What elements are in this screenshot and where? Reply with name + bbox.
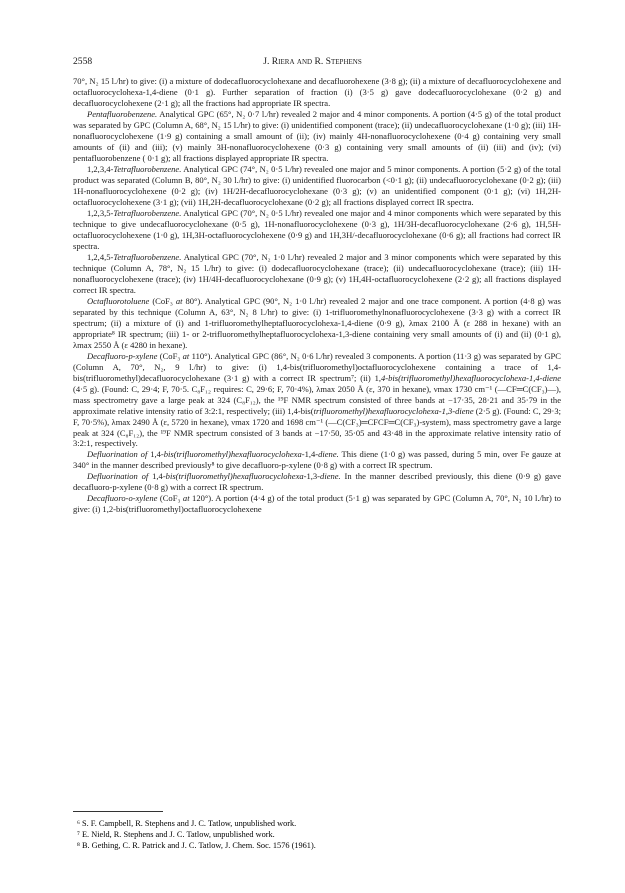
italic-text: Tetrafluorobenzene.: [113, 207, 182, 218]
text-run: 1,4-: [148, 471, 166, 482]
footnote-text: S. F. Campbell, R. Stephens and J. C. Tatlow, unpublished work.: [79, 819, 297, 828]
footnote-mark: ⁶: [77, 819, 80, 828]
text-run: (CoF₃: [157, 350, 183, 361]
italic-text: Defluorination of: [87, 449, 148, 460]
text-run: -1,3-: [303, 471, 321, 482]
text-run: Analytical GPC (74°, N₂ 0·5 l./hr) revealed one major and 5 minor components. A portion (5·2 g) of the total product was separated (Column B, 80°, N₂ 30 l./hr) to give: (i) unidentified fluorocarbon (<0·1 g); (ii) undecafluorocyclohexane (0·2 g); (iii) 1H-nonafluorocyclohexene (0·2 g); (iv) 1H/2H-decafluorocyclohexane (0·3 g); (v) an unidentified component (0·1 g); (vi) 1H,2H-octafluorocyclohexene (3·1 g); (vii) 1H,2H-decafluorocyclohexane (0·2 g); all fractions displayed correct IR spectra.: [73, 163, 561, 207]
paragraph: [73, 296, 561, 351]
paragraph: [73, 351, 561, 450]
italic-text: Decafluoro-p-xylene: [87, 350, 158, 361]
paragraph: [73, 449, 561, 471]
text-run: Analytical GPC (70°, N₂ 0·5 l./hr) revealed one major and 4 minor components which were separated by this technique to give undecafluorocyclohexane (0·5 g), 1H-nonafluorocyclohexene (0·3 g), 1H/3H-decafluorocyclohexane (2·6 g), 1H,5H-octafluorocyclohexene (1·0 g), 1H,3H-octafluorocyclohexene (0·9 g) and 1H,3H/-decafluorocyclohexane (0·6 g); all fractions had correct IR spectra.: [73, 207, 561, 251]
text-run: 70°, N₂ 15 l./hr) to give: (i) a mixture of dodecafluorocyclohexane and decafluorohexene (3·8 g); (ii) a mixture of decafluorocyclohexene and octafluorocyclohexa-1,4-diene (0·1 g). Further separation of fraction (i) (3·5 g) gave dodecafluorocyclohexane (0·2 g) and decafluorocyclohexene (2·1 g); all the fractions had appropriate IR spectra.: [73, 76, 561, 108]
text-run: In the manner described previously, this diene (0·9 g) gave decafluoro-p-xylene (0·8 g) with a correct IR spectrum.: [73, 471, 562, 493]
italic-text: Tetrafluorobenzene.: [113, 251, 182, 262]
italic-text: at: [175, 295, 183, 306]
text-run: 1,2,3,5-: [87, 207, 114, 218]
paragraph: [73, 252, 561, 296]
running-title: J. Riera and R. Stephens: [263, 56, 362, 67]
text-run: (2·5 g). (Found: C, 29·3; F, 70·5%), λmax 2490 Å (ε, 5720 in hexane), νmax 1720 and 1698 cm⁻¹ (—C(CF₃)═CFCF═C(CF₃)-system), mass spectrometry gave a large peak at 324 (C₈F₁₂), the ¹⁹F NMR spectrum consisted of 3 bands at −17·50, 35·05 and 43·48 in the approximate relative intensity ratio of 3:2:1, respectively.: [73, 405, 561, 449]
paragraph: [73, 109, 561, 164]
footnote-mark: ⁷: [77, 830, 80, 840]
italic-text: Tetrafluorobenzene.: [113, 163, 182, 174]
text-run: Analytical GPC (70°, N₂ 1·0 l./hr) revealed 2 major and 3 minor components which were separated by this technique (Column A, 78°, N₂ 15 l./hr) to give: (i) dodecafluorocyclohexane (trace); (ii) undecafluorocyclohexane (trace); (iii) 1H-nonafluorocyclohexene (trace); (iv) 1H/4H-decafluorocyclohexane (0·9 g); (v) 1H,4H-octafluorocyclohexene (2·2 g); all fractions displayed correct IR spectra.: [73, 251, 561, 295]
italic-text: Pentafluorobenzene.: [87, 108, 158, 119]
page-header: [73, 56, 561, 67]
paragraph: [73, 493, 561, 515]
italic-text: 4-bis(trifluoromethyl)hexafluorocyclohexa-1,4-diene: [381, 372, 561, 383]
text-run: 120°). A portion (4·4 g) of the total product (5·1 g) was separated by GPC (Column A, 70°, N₂ 10 l./hr) to give: (i) 1,2-bis(trifluoromethyl)octafluorocyclohexene: [73, 493, 561, 515]
footnote: [73, 818, 561, 829]
italic-text: diene.: [320, 471, 341, 482]
text-run: (CoF₃: [149, 295, 176, 306]
italic-text: at: [182, 350, 190, 361]
paragraph: [73, 471, 561, 493]
text-run: Analytical GPC (65°, N₂ 0·7 l./hr) revealed 2 major and 4 minor components. A portion (4·5 g) of the total product was separated by GPC (Column A, 68°, N₂ 15 l./hr) to give: (i) unidentified component (trace); (ii) undecafluorocyclohexane (1·0 g); (iii) 1H-nonafluorocyclohexene (1·9 g) containing a small amount of (ii); (iv) mainly 4H-nonafluorocyclohexene (0·4 g) containing very small amounts of (ii) and (iii); (v) mainly 3H-nonafluorocyclohexene (0·3 g) containing very small amounts of (ii) (iii) and (iv); (vi) pentafluorobenzene ( 0·1 g); all fractions displayed appropriate IR spectra.: [73, 108, 561, 163]
text-run: 1,4-: [147, 449, 164, 460]
page-number: 2558: [73, 56, 93, 67]
text-run: 1,2,4,5-: [87, 251, 114, 262]
text-run: This diene (1·0 g) was passed, during 5 min, over Fe gauze at 340° in the manner described previously⁸ to give decafluoro-p-xylene (0·8 g) with a correct IR spectrum.: [73, 449, 562, 471]
text-run: 110°). Analytical GPC (86°, N₂ 0·6 l./hr) revealed 3 components. A portion (11·3 g) was separated by GPC (Column A, 70°, N₂, 9 l./hr) to give: (i) 1,4-bis(trifluoromethyl)octafluorocyclohexene containing a trace of 1,4-bis(trifluoromethyl)decafluorocyclohexane (3·1 g) with a correct IR spectrum⁷; (ii) 1,: [73, 350, 561, 383]
footnote-text: B. Gething, C. R. Patrick and J. C. Tatlow, J. Chem. Soc. 1576 (1961).: [79, 841, 316, 851]
text-run: (4·5 g). (Found: C, 29·4; F, 70·5. C₈F₁₂ requires: C, 29·6; F, 70·4%), λmax 2050 Å (ε, 370 in hexane), νmax 1730 cm⁻¹ (—CF═C(CF₃)—), mass spectrometry gave a large peak at 324 (C₈F₁₂), the ¹⁹F NMR spectrum consisted of three bands at −17·35, 28·21 and 35·79 in the approximate relative intensity ratio of 3:2:1, respectively; (iii) 1,4-bis(: [73, 383, 561, 416]
text-run: 80°). Analytical GPC (90°, N₂ 1·0 l./hr) revealed 2 major and one trace component. A portion (4·8 g) was separated by this technique (Column A, 63°, N₂ 8 l./hr) to give: (i) 1-trifluoromethylnonafluorocyclohexene (3·3 g) with a correct IR spectrum; (ii) a mixture of (i) and 1-trifluoromethylheptafluorocyclohexa-1,4-diene (0·9 g), λmax 2100 Å (ε 288 in hexane) with an appropriate⁸ IR spectrum; (iii) 1- or 2-trifluoromethylheptafluorocyclohexa-1,3-diene containing very small amounts of (i) and (ii) (0·1 g), λmax 2550 Å (ε 4280 in hexane).: [73, 295, 561, 350]
article-body: [73, 76, 561, 515]
paragraph: [73, 76, 561, 109]
italic-text: Defluorination of: [87, 471, 149, 482]
italic-text: diene.: [318, 449, 339, 460]
footnote: [73, 840, 561, 851]
text-run: (CoF₃: [157, 493, 183, 504]
italic-text: Decafluoro-o-xylene: [87, 493, 158, 504]
footnote: [73, 829, 561, 840]
italic-text: Octafluorotoluene: [87, 295, 150, 306]
text-run: 1,2,3,4-: [87, 163, 114, 174]
footnote-text: E. Nield, R. Stephens and J. C. Tatlow, unpublished work.: [79, 830, 275, 840]
italic-text: bis(trifluoromethyl)hexafluorocyclohexa: [163, 449, 302, 460]
paragraph: [73, 164, 561, 208]
text-run: -1,4-: [301, 449, 319, 460]
paragraph: [73, 208, 561, 252]
footnotes: [73, 818, 561, 852]
footnote-rule: [73, 811, 163, 818]
italic-text: trifluoromethyl)hexafluorocyclohexa-1,3-diene: [313, 405, 474, 416]
italic-text: bis(trifluoromethyl)hexafluorocyclohexa: [165, 471, 304, 482]
italic-text: at: [182, 493, 190, 504]
footnote-mark: ⁸: [77, 841, 80, 851]
